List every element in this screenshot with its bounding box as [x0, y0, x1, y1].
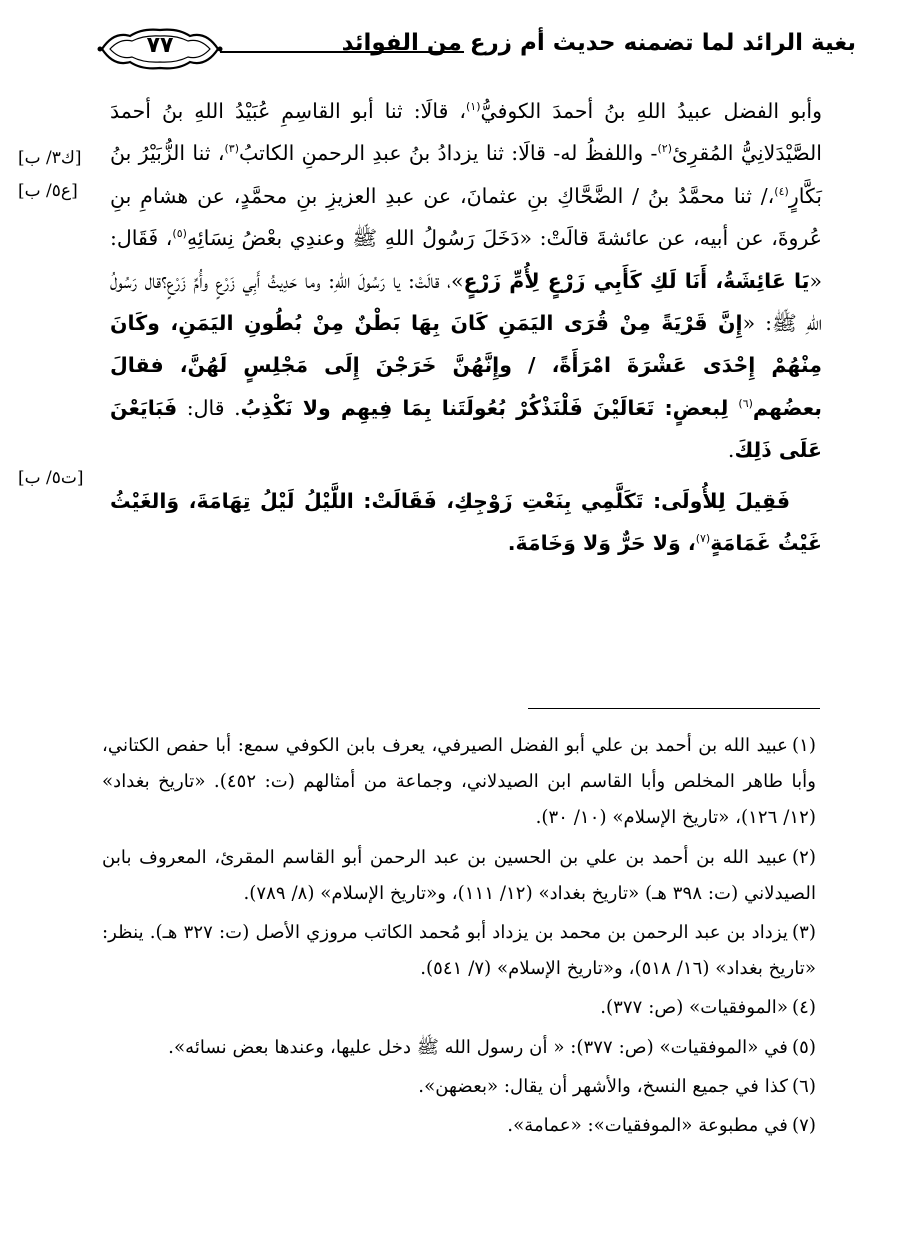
footnote-text: كذا في جميع النسخ، والأشهر أن يقال: «بعضهن». [418, 1075, 788, 1097]
header-rule [220, 51, 464, 53]
footnote-ref: (١) [465, 100, 481, 113]
hadith-quote: فَبَايَعْنَ عَلَى ذَلِكَ [110, 395, 822, 463]
footnote-1 [102, 728, 816, 837]
footnote-text: «الموفقيات» (ص: ٣٧٧). [600, 997, 788, 1019]
footnote-5 [102, 1030, 816, 1066]
footnote-text: عبيد الله بن أحمد بن علي أبو الفضل الصيرفي، يعرف بابن الكوفي سمع: أبا حفص الكتاني، وأبا طاهر المخلص وأبا القاسم ابن الصيدلاني، وجماعة من أمثالهم (ت: ٤٥٢). «تاريخ بغداد» (١٢/ ١٢٦)، «تاريخ الإسلام» (١٠/ ٣٠). [102, 735, 816, 829]
footnote-text: في «الموفقيات» (ص: ٣٧٧): « أن رسول الله ﷺ دخل عليها، وعندها بعض نسائه». [168, 1036, 788, 1058]
text-run: - واللفظُ له- قالَا: ثنا يزدادُ بنُ عبدِ الرحمنِ الكاتبُ [239, 141, 658, 166]
text-run: ، قالَا: ثنا أبو القاسِمِ عُبَيْدُ اللهِ بنُ أحمدَ الصَّيْدَلانِيُّ المُقرِئ [110, 99, 822, 166]
footnote-7 [102, 1108, 816, 1144]
text-run: . [727, 438, 735, 463]
footnote-text: في مطبوعة «الموفقيات»: «عمامة». [507, 1115, 788, 1137]
text-run: ، ثنا الزُّبَيْرُ بنُ بَكَّارٍ [110, 141, 822, 208]
footnote-3 [102, 915, 816, 987]
footnote-number: (٧) [792, 1115, 816, 1137]
margin-ref-t5b: [ت٥/ ب] [18, 468, 84, 488]
margin-ref-k3b: [ك٣/ ب] [18, 148, 82, 168]
footnote-number: (٤) [792, 997, 816, 1019]
footnote-separator [528, 708, 820, 709]
hadith-quote: ، وَلا حَرٌّ وَلا وَخَامَةَ. [507, 531, 696, 556]
footnote-ref: (٤) [774, 184, 789, 198]
footnote-text: عبيد الله بن أحمد بن علي بن الحسين بن عبد الرحمن أبو القاسم المقرئ، المعروف بابن الصيدلاني (ت: ٣٩٨ هـ) «تاريخ بغداد» (١٢/ ١١١)، و«تاريخ الإسلام» (٨/ ٧٨٩). [102, 846, 816, 904]
footnote-ref: (٣) [224, 142, 240, 156]
footnote-2 [102, 840, 816, 912]
margin-ref-a5b: [ع٥/ ب] [18, 181, 78, 201]
page-number: ٧٧ [146, 33, 174, 58]
hadith-quote: فَقِيلَ لِلأُولَى: تَكَلَّمِي بِنَعْتِ زَوْجِكِ، فَقَالَتْ: اللَّيْلُ لَيْلُ تِهَامَةَ، وَالغَيْثُ غَيْثُ غَمَامَةٍ [110, 488, 822, 556]
paragraph-first-woman [110, 480, 822, 565]
footnote-6 [102, 1069, 816, 1105]
text-run: وأبو الفضل عبيدُ اللهِ بنُ أحمدَ الكوفيُّ [480, 99, 822, 123]
header-title: بغية الرائد لما تضمنه حديث أم زرع من الفوائد [341, 30, 856, 56]
footnote-4 [102, 990, 816, 1026]
footnotes [102, 728, 816, 1147]
running-header [96, 22, 856, 76]
text-run: ، فَقَال: « [110, 226, 822, 293]
footnote-number: (٥) [792, 1036, 816, 1058]
footnote-number: (١) [792, 735, 816, 756]
text-run: »، قالَتْ: يا رَسُولَ اللهِ: وما حَدِيثُ أَبِي زَرْعٍ وأُمِّ زَرْعٍ؟قال رَسُولُ اللهِ ﷺ: « [110, 268, 822, 336]
footnote-ref: (٧) [695, 532, 711, 546]
footnote-ref: (٥) [172, 227, 187, 241]
hadith-quote: لِبعضٍ: تَعَالَيْنَ فَلْنَذْكُرْ بُعُولَتَنا بِمَا فِيهِم ولا نَكْذِبُ [240, 395, 739, 420]
hadith-quote: إِنَّ قَرْيَةً مِنْ قُرَى اليَمَنِ كَانَ بِهَا بَطْنٌ مِنْ بُطُونِ اليَمَنِ، وكَانَ مِنْهُمْ إِحْدَى عَشْرَةَ امْرَأَةً، / وإِنَّهُنَّ خَرَجْنَ إِلَى مَجْلِسٍ لَهُنَّ، فقالَ بعضُهم [110, 311, 822, 420]
footnote-number: (٦) [792, 1075, 816, 1097]
footnote-number: (٢) [792, 846, 816, 868]
main-text [110, 90, 822, 564]
hadith-quote: يَا عَائِشَةُ، أَنَا لَكِ كَأَبِي زَرْعٍ لِأُمِّ زَرْعٍ [463, 268, 810, 293]
footnote-ref: (٦) [738, 396, 753, 410]
footnote-ref: (٢) [657, 142, 672, 156]
paragraph-isnad [110, 90, 822, 472]
footnote-text: يزداد بن عبد الرحمن بن محمد بن يزداد أبو مُحمد الكاتب مروزي الأصل (ت: ٣٢٧ هـ). ينظر: «تاريخ بغداد» (١٦/ ٥١٨)، و«تاريخ الإسلام» (٧/ ٥٤١). [102, 922, 816, 980]
text-run: . قال: [177, 395, 241, 420]
footnote-number: (٣) [791, 922, 816, 944]
text-run: ،/ ثنا محمَّدُ بنُ / الضَّحَّاكِ بنِ عثمانَ، عن عبدِ العزيزِ بنِ محمَّدٍ، عن هشامِ بنِ عُروةَ، عن أبيه، عن عائشةَ قالَتْ: «دَخَلَ رَسُولُ اللهِ ﷺ وعندِي بعْضُ نِسَائِهِ [110, 183, 822, 251]
